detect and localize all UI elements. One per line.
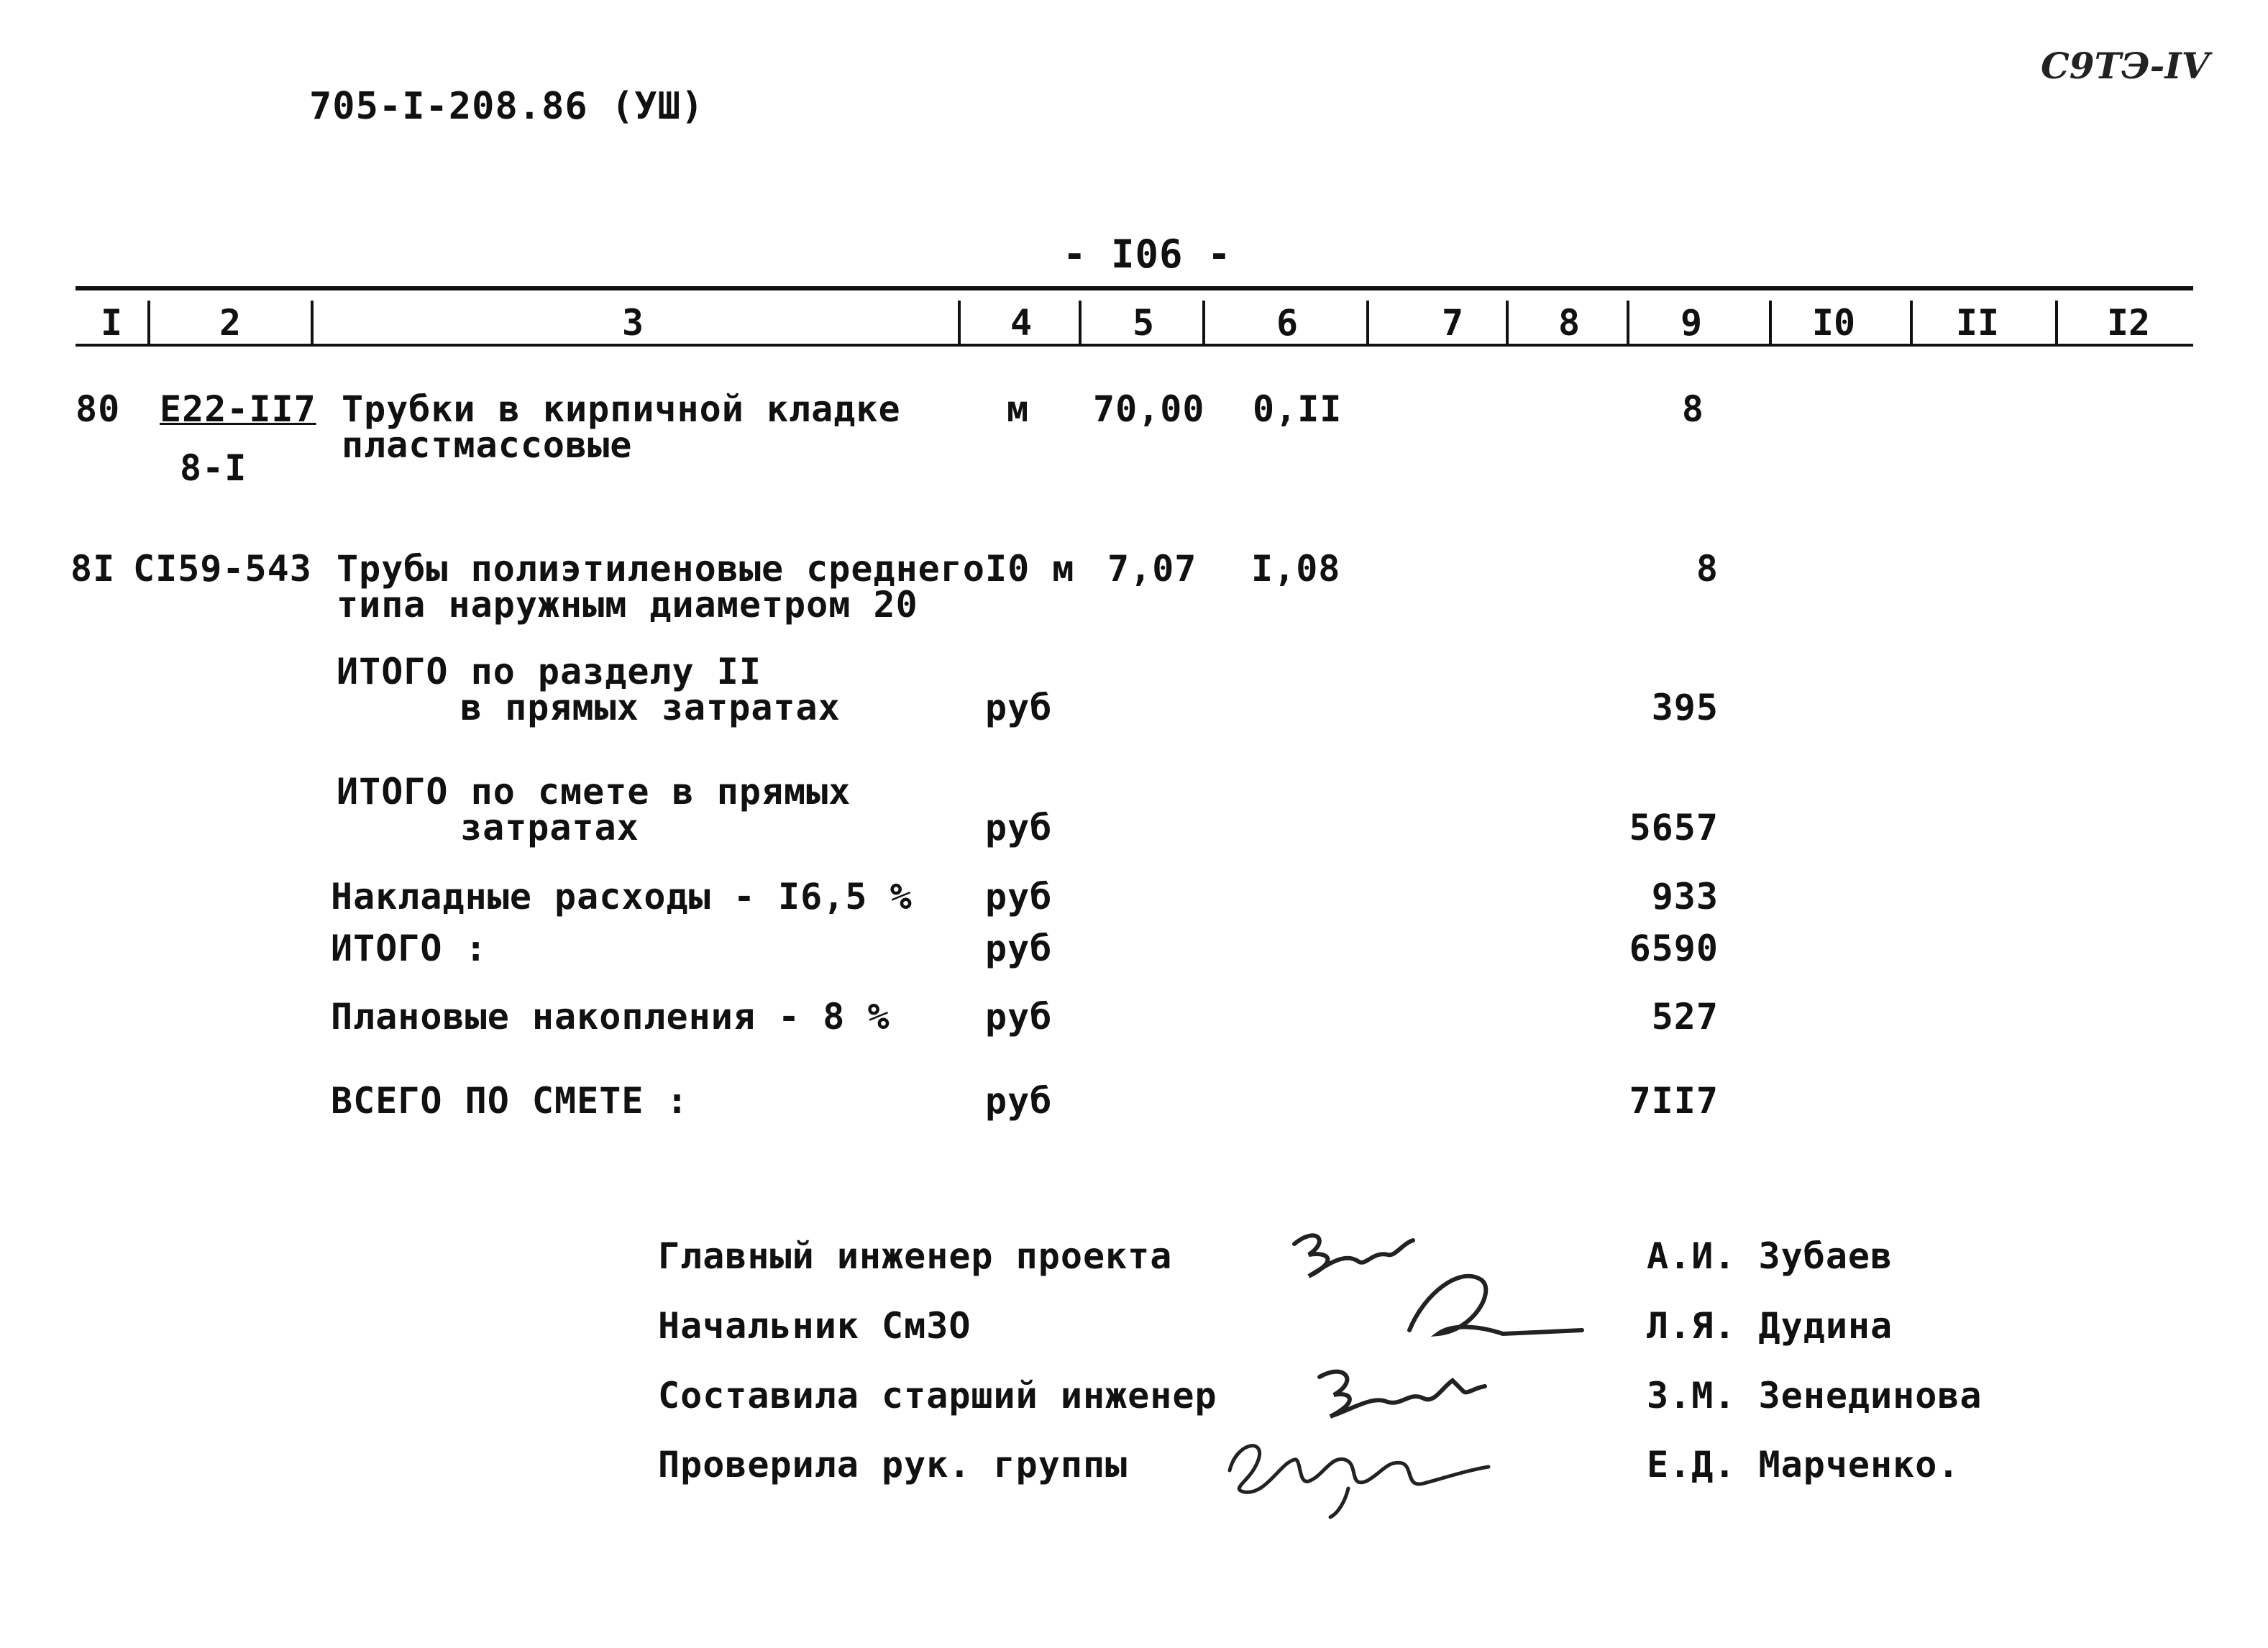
column-header-8: 8 (1558, 302, 1581, 344)
row-total: 8 (1696, 548, 1719, 590)
signature-role-department-head: Начальник СмЗО (658, 1305, 971, 1347)
subtotal-section-label-line2: в прямых затратах (460, 687, 841, 728)
subtotal-estimate-value: 5657 (1629, 807, 1719, 848)
row-code: СI59-543 (133, 548, 312, 590)
column-header-9: 9 (1680, 302, 1703, 344)
column-header-1: I (100, 302, 123, 344)
total-label: ИТОГО : (331, 928, 488, 969)
document-code: 705-I-208.86 (УШ) (309, 85, 705, 128)
column-header-2: 2 (219, 302, 242, 344)
grand-total-unit: руб (985, 1080, 1053, 1122)
column-separator (147, 301, 150, 345)
row-unit-price: 0,II (1253, 388, 1343, 430)
overhead-value: 933 (1651, 876, 1719, 917)
column-header-4: 4 (1010, 302, 1033, 344)
column-header-10: I0 (1811, 302, 1856, 344)
row-unit-price: I,08 (1251, 548, 1341, 590)
column-separator (1769, 301, 1772, 345)
handwritten-signature-dudina (1395, 1251, 1589, 1355)
total-unit: руб (985, 928, 1053, 969)
column-separator (1079, 301, 1082, 345)
column-header-3: 3 (621, 302, 644, 344)
table-top-rule (76, 286, 2193, 290)
column-separator (311, 301, 314, 345)
column-separator (1202, 301, 1205, 345)
row-description-line2: пластмассовые (342, 424, 633, 466)
corner-archive-mark: С9ТЭ-IV (2041, 45, 2210, 87)
row-total: 8 (1681, 388, 1704, 430)
column-separator (1910, 301, 1913, 345)
signature-name-chief-engineer: А.И. Зубаев (1647, 1235, 1893, 1277)
subtotal-estimate-label-line2: затратах (460, 807, 639, 848)
subtotal-estimate-unit: руб (985, 807, 1053, 848)
column-separator (2055, 301, 2058, 345)
signature-role-checker: Проверила рук. группы (658, 1444, 1128, 1486)
subtotal-section-label: ИТОГО по разделу II (337, 651, 762, 692)
row-unit: м (1007, 388, 1030, 430)
total-value: 6590 (1629, 928, 1719, 969)
column-separator (1366, 301, 1369, 345)
signature-role-chief-engineer: Главный инженер проекта (658, 1235, 1173, 1277)
column-separator (1627, 301, 1629, 345)
grand-total-value: 7II7 (1629, 1080, 1719, 1122)
signature-name-department-head: Л.Я. Дудина (1647, 1305, 1893, 1347)
page-number: - I06 - (1063, 232, 1232, 277)
handwritten-signature-marchenko (1215, 1420, 1503, 1524)
planned-savings-label: Плановые накопления - 8 % (331, 996, 890, 1038)
grand-total-label: ВСЕГО ПО СМЕТЕ : (331, 1080, 689, 1122)
subtotal-section-unit: руб (985, 687, 1053, 728)
signature-name-checker: Е.Д. Марченко. (1647, 1444, 1960, 1486)
column-header-12: I2 (2106, 302, 2151, 344)
column-header-6: 6 (1276, 302, 1299, 344)
signature-role-compiler: Составила старший инженер (658, 1375, 1217, 1416)
overhead-unit: руб (985, 876, 1053, 917)
row-unit: I0 м (985, 548, 1075, 590)
signature-name-compiler: З.М. Зенединова (1647, 1375, 1983, 1416)
row-description-line1: Трубки в кирпичной кладке (342, 388, 901, 430)
row-number: 80 (76, 388, 121, 430)
column-separator (1506, 301, 1509, 345)
row-number: 8I (70, 548, 116, 590)
column-header-7: 7 (1441, 302, 1464, 344)
planned-savings-unit: руб (985, 996, 1053, 1038)
overhead-label: Накладные расходы - I6,5 % (331, 876, 913, 917)
row-description-line2: типа наружным диаметром 20 (337, 584, 918, 626)
row-code: Е22-II7 (160, 388, 316, 430)
row-quantity: 70,00 (1093, 388, 1205, 430)
row-code-subline: 8-I (180, 447, 247, 489)
column-separator (958, 301, 961, 345)
planned-savings-value: 527 (1651, 996, 1719, 1038)
subtotal-section-value: 395 (1651, 687, 1719, 728)
column-header-11: II (1955, 302, 2000, 344)
subtotal-estimate-label: ИТОГО по смете в прямых (337, 771, 851, 812)
row-description-line1: Трубы полиэтиленовые среднего (337, 548, 985, 590)
row-quantity: 7,07 (1107, 548, 1197, 590)
table-header-rule (76, 344, 2193, 347)
column-header-5: 5 (1132, 302, 1155, 344)
